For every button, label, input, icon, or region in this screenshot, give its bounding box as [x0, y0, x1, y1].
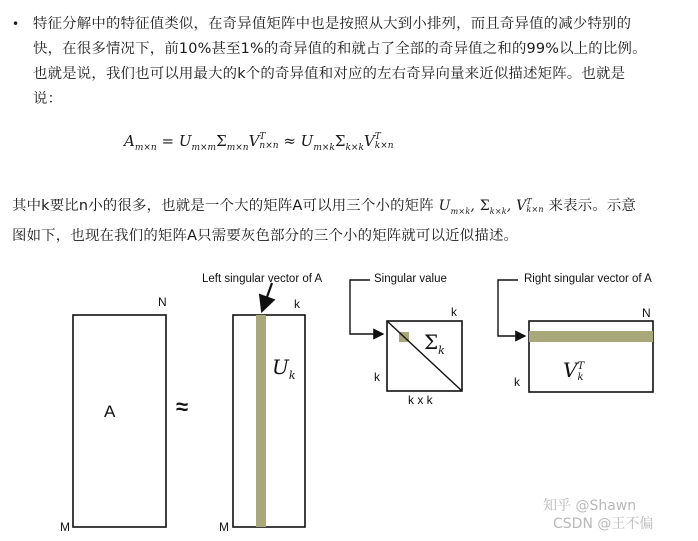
- uk-label: [272, 355, 296, 382]
- para2-text-after: 来表示。示意: [543, 198, 637, 214]
- bullet-line-3: 也就是说，我们也可以用最大的k个的奇异值和对应的左右奇异向量来近似描述矩阵。也就是: [33, 66, 626, 82]
- matrix-a-rect: [73, 315, 166, 527]
- para2-math-sigma: Σ: [479, 198, 490, 214]
- vk-row-highlight: [529, 331, 653, 342]
- right-singular-arrow: [498, 280, 525, 336]
- matrix-u-rect: [233, 315, 305, 527]
- bullet-line-4: 说：: [33, 91, 63, 107]
- formula-approx: ≈: [278, 132, 301, 150]
- matrix-u-k-label: k: [294, 297, 300, 311]
- para2-math-u: U: [438, 198, 451, 214]
- para2-math-u-sub: m×k: [450, 206, 471, 216]
- para2-math-sep-1: ,: [470, 198, 480, 214]
- uk-label-main: U: [272, 355, 289, 379]
- matrix-vt-n-label: N: [642, 306, 651, 320]
- vk-label-main: V: [563, 358, 578, 382]
- right-singular-label: Right singular vector of A: [524, 273, 652, 285]
- formula-a: A: [124, 132, 135, 150]
- para2-math-v: V: [516, 198, 527, 214]
- formula-uk: U: [300, 132, 314, 150]
- formula-a-sub: m×n: [134, 143, 157, 153]
- bullet-text: [12, 12, 692, 112]
- para2-line-2: 图如下，也现在我们的矩阵A只需要灰色部分的三个小的矩阵就可以近似描述。: [12, 227, 519, 244]
- para2-inline-math: [439, 198, 544, 214]
- bullet-line-2: 快，在很多情况下，前10%甚至1%的奇异值的和就占了全部的奇异值之和的99%以上的比例。: [33, 41, 647, 57]
- sigma-k-left-label: k: [374, 370, 380, 384]
- uk-column-highlight: [256, 315, 266, 527]
- vk-label-sub: k: [577, 371, 584, 383]
- matrix-vt-k-label: k: [514, 375, 520, 389]
- formula-equals: =: [156, 132, 179, 150]
- singular-value-label: Singular value: [374, 273, 447, 285]
- matrix-a-m-label: M: [60, 520, 70, 534]
- para2-math-v-sup: T: [526, 197, 532, 206]
- formula-vk-sup: T: [374, 132, 381, 142]
- formula-uk-sub: m×k: [313, 143, 335, 153]
- kxk-label: k x k: [408, 393, 433, 407]
- sigma-k-top-label: k: [451, 305, 457, 319]
- para2-math-v-sub: k×n: [526, 205, 544, 214]
- matrix-a-n-label: N: [158, 295, 167, 309]
- vk-label-sup: T: [577, 360, 585, 372]
- para2-line-1: [12, 194, 696, 224]
- formula-u-sub: m×m: [191, 143, 217, 153]
- para2-math-sigma-sub: k×k: [489, 206, 507, 216]
- explanation-paragraph: [12, 194, 696, 249]
- formula-sigma-sub: m×n: [226, 143, 249, 153]
- svd-approximation-formula: [124, 132, 394, 153]
- sigma-k-sub: k: [438, 344, 445, 357]
- left-singular-arrow: [262, 283, 272, 311]
- bullet-line-1: 特征分解中的特征值类似，在奇异值矩阵中也是按照从大到小排列，而且奇异值的减少特别的: [33, 16, 632, 32]
- bullet-marker: •: [12, 17, 20, 31]
- formula-vk-sub: k×n: [374, 141, 394, 151]
- sigma-k-main: Σ: [424, 330, 439, 354]
- formula-sigmak-sub: k×k: [345, 143, 364, 153]
- csdn-watermark: CSDN @王不偏: [553, 516, 654, 532]
- formula-sigma: Σ: [216, 132, 227, 150]
- formula-vk: V: [363, 132, 375, 150]
- singular-value-arrow: [350, 280, 383, 334]
- zhihu-watermark: 知乎 @Shawn: [543, 498, 637, 514]
- formula-v-sub: n×n: [259, 141, 279, 151]
- formula-v: V: [248, 132, 260, 150]
- bullet-paragraph: [12, 12, 692, 112]
- uk-label-sub: k: [288, 369, 296, 382]
- left-singular-label: Left singular vector of A: [202, 273, 323, 285]
- matrix-u-m-label: M: [219, 520, 229, 534]
- matrix-a-label: A: [104, 402, 116, 421]
- para2-text-before: 其中k要比n小的很多，也就是一个大的矩阵A可以用三个小的矩阵: [12, 198, 439, 214]
- formula-sigmak: Σ: [334, 132, 346, 150]
- formula-v-sup: T: [259, 132, 266, 142]
- approx-symbol: ≈: [176, 394, 189, 419]
- para2-math-sep-2: ,: [506, 198, 517, 214]
- sigma-k-label: [424, 330, 445, 357]
- vk-label: [563, 358, 584, 383]
- formula-u: U: [178, 132, 192, 150]
